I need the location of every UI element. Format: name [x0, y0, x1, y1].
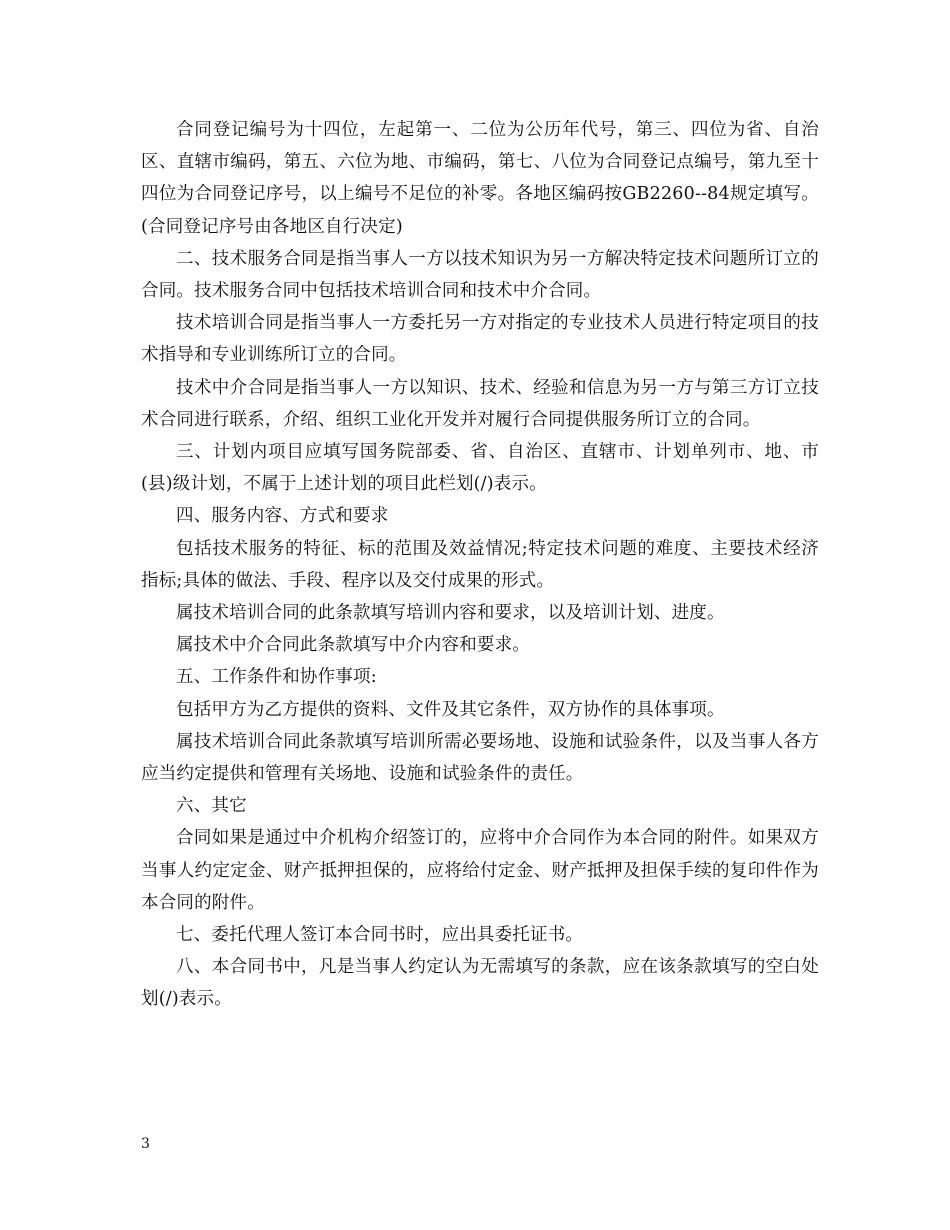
page-number: 3	[141, 1136, 150, 1152]
paragraph-materials-provided: 包括甲方为乙方提供的资料、文件及其它条件，双方协作的具体事项。	[176, 699, 725, 720]
paragraph-intermediary-clause: 属技术中介合同此条款填写中介内容和要求。	[176, 635, 530, 656]
document-body	[141, 114, 819, 1016]
paragraph-attachments: 合同如果是通过中介机构介绍签订的，应将中介合同作为本合同的附件。如果双方当事人约定定金、财产抵押担保的，应将给付定金、财产抵押及担保手续的复印件作为本合同的附件。	[141, 828, 819, 913]
paragraph-training-facilities: 属技术培训合同此条款填写培训所需必要场地、设施和试验条件，以及当事人各方应当约定提供和管理有关场地、设施和试验条件的责任。	[141, 731, 819, 785]
heading-other: 六、其它	[176, 796, 247, 817]
heading-service-content: 四、服务内容、方式和要求	[176, 506, 389, 527]
paragraph-planned-projects: 三、计划内项目应填写国务院部委、省、自治区、直辖市、计划单列市、地、市(县)级计划，不属于上述计划的项目此栏划(/)表示。	[141, 442, 819, 495]
paragraph-service-features: 包括技术服务的特征、标的范围及效益情况;特定技术问题的难度、主要技术经济指标;具体的做法、手段、程序以及交付成果的形式。	[141, 538, 819, 591]
paragraph-training-contract: 技术培训合同是指当事人一方委托另一方对指定的专业技术人员进行特定项目的技术指导和专业训练所订立的合同。	[141, 313, 819, 366]
paragraph-registration-number: 合同登记编号为十四位，左起第一、二位为公历年代号，第三、四位为省、自治区、直辖市编码，第五、六位为地、市编码，第七、八位为合同登记点编号，第九至十四位为合同登记序号，以上编号不足位的补零。各地区编码按GB2260--84规定填写。(合同登记序号由各地区自行决定)	[141, 120, 819, 237]
paragraph-blank-clauses: 八、本合同书中，凡是当事人约定认为无需填写的条款，应在该条款填写的空白处划(/)表示。	[141, 957, 819, 1010]
paragraph-technical-service-contract: 二、技术服务合同是指当事人一方以技术知识为另一方解决特定技术问题所订立的合同。技术服务合同中包括技术培训合同和技术中介合同。	[141, 248, 819, 302]
paragraph-authorized-agent: 七、委托代理人签订本合同书时，应出具委托证书。	[176, 925, 584, 946]
paragraph-intermediary-contract: 技术中介合同是指当事人一方以知识、技术、经验和信息为另一方与第三方订立技术合同进行联系，介绍、组织工业化开发并对履行合同提供服务所订立的合同。	[141, 377, 819, 430]
paragraph-training-clause: 属技术培训合同的此条款填写培训内容和要求，以及培训计划、进度。	[176, 603, 725, 624]
heading-working-conditions: 五、工作条件和协作事项:	[176, 667, 377, 688]
